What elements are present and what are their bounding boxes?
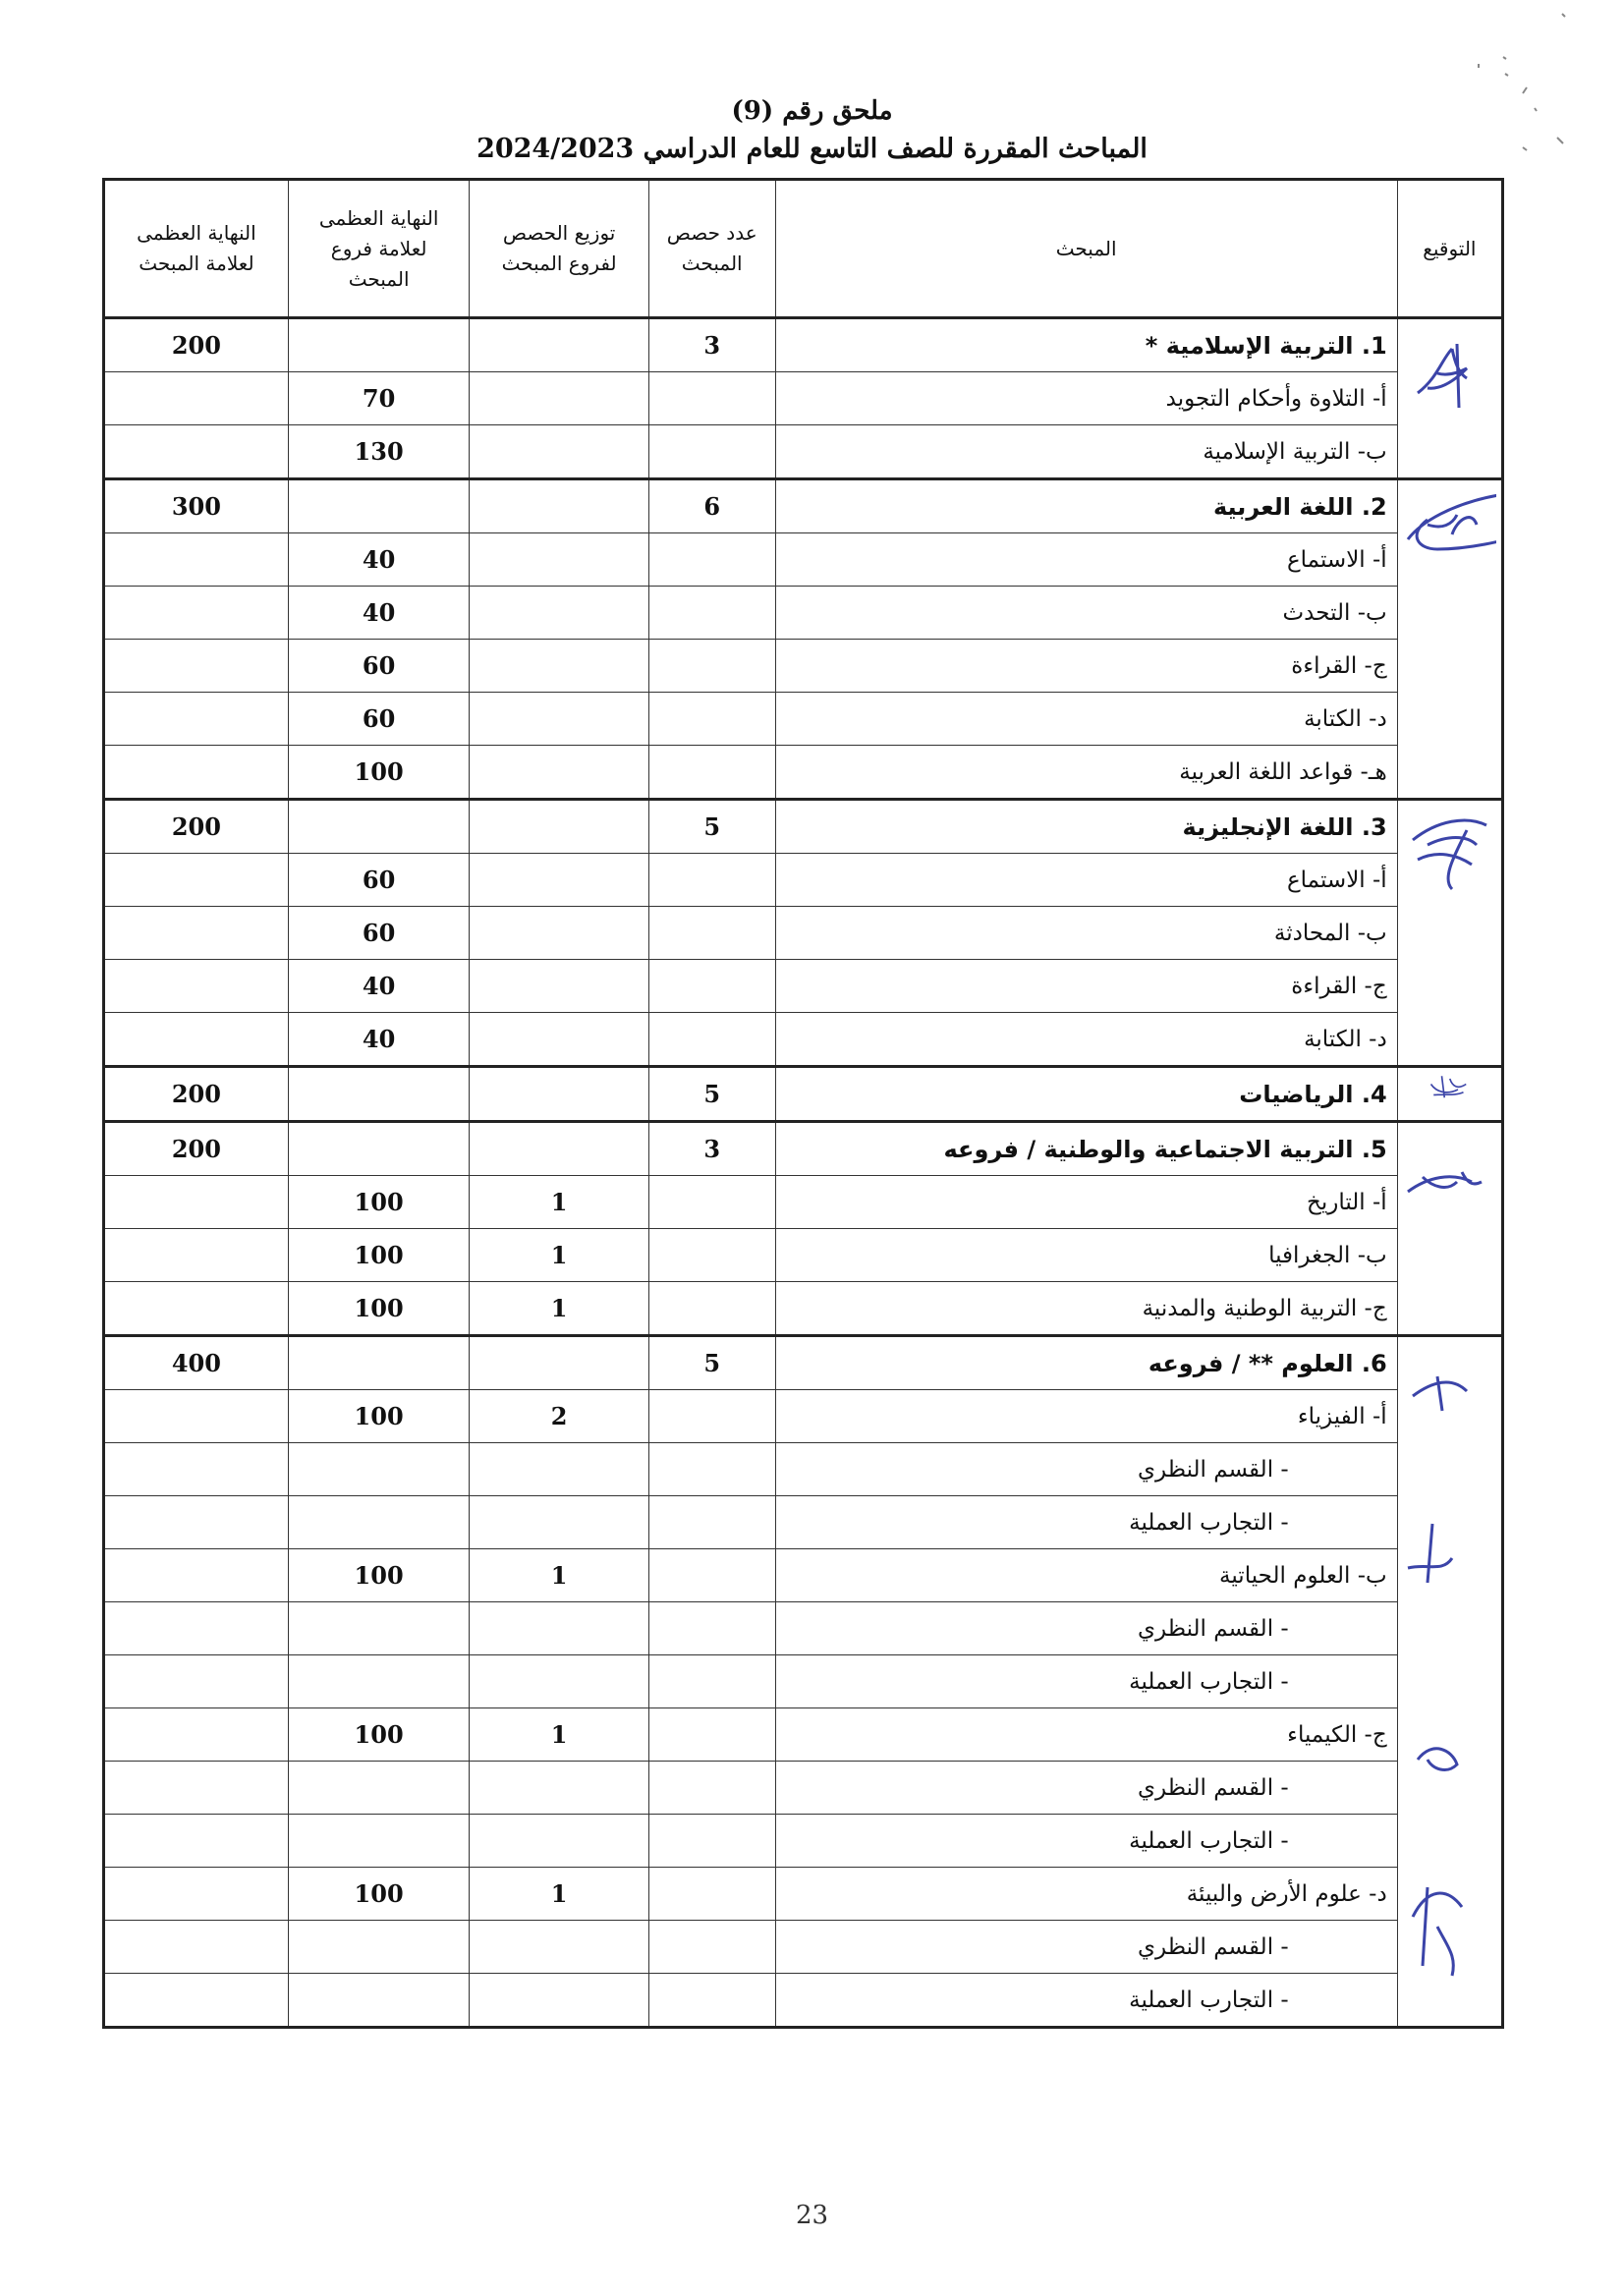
distribution-cell xyxy=(470,1443,648,1496)
branch-max-cell: 100 xyxy=(288,1229,470,1282)
distribution-cell xyxy=(470,960,648,1013)
table-row xyxy=(104,372,1503,425)
distribution-cell xyxy=(470,800,648,854)
table-row xyxy=(104,1496,1503,1549)
periods-cell: 3 xyxy=(648,318,775,372)
branch-max-cell: 100 xyxy=(288,1868,470,1921)
periods-cell xyxy=(648,960,775,1013)
distribution-cell: 2 xyxy=(470,1390,648,1443)
periods-cell xyxy=(648,372,775,425)
header-subject-max: النهاية العظمى لعلامة المبحث xyxy=(104,180,289,318)
subject-max-cell xyxy=(104,693,289,746)
signature-cell xyxy=(1397,1122,1502,1336)
subject-cell: د- الكتابة xyxy=(775,1013,1397,1067)
subject-cell: - التجارب العملية xyxy=(775,1974,1397,2028)
periods-cell xyxy=(648,1921,775,1974)
handwritten-signature xyxy=(1398,1337,1496,2040)
subject-max-cell xyxy=(104,907,289,960)
branch-max-cell: 60 xyxy=(288,693,470,746)
subject-max-cell xyxy=(104,1229,289,1282)
subject-cell: ب- الجغرافيا xyxy=(775,1229,1397,1282)
branch-max-cell: 40 xyxy=(288,1013,470,1067)
table-row xyxy=(104,587,1503,640)
handwritten-signature xyxy=(1398,1123,1496,1339)
document-title: المباحث المقررة للصف التاسع للعام الدراسي 2024/2023 xyxy=(476,134,1148,164)
subject-cell: ج- التربية الوطنية والمدنية xyxy=(775,1282,1397,1336)
branch-max-cell xyxy=(288,1974,470,2028)
subject-cell: - التجارب العملية xyxy=(775,1496,1397,1549)
subject-cell: ب- التحدث xyxy=(775,587,1397,640)
table-row xyxy=(104,1390,1503,1443)
subject-max-cell xyxy=(104,1655,289,1708)
branch-max-cell xyxy=(288,1815,470,1868)
periods-cell xyxy=(648,1815,775,1868)
subject-cell: - التجارب العملية xyxy=(775,1655,1397,1708)
subject-cell: 6. العلوم ** / فروعه xyxy=(775,1336,1397,1390)
subject-cell: هـ- قواعد اللغة العربية xyxy=(775,746,1397,800)
table-row xyxy=(104,1443,1503,1496)
periods-cell xyxy=(648,1013,775,1067)
periods-cell xyxy=(648,1602,775,1655)
distribution-cell xyxy=(470,1122,648,1176)
subject-max-cell xyxy=(104,1013,289,1067)
subject-max-cell xyxy=(104,587,289,640)
table-row xyxy=(104,1067,1503,1122)
distribution-cell: 1 xyxy=(470,1229,648,1282)
table-row xyxy=(104,425,1503,479)
branch-max-cell xyxy=(288,1762,470,1815)
branch-max-cell xyxy=(288,1496,470,1549)
branch-max-cell xyxy=(288,1443,470,1496)
subject-max-cell: 300 xyxy=(104,479,289,533)
branch-max-cell: 70 xyxy=(288,372,470,425)
branch-max-cell xyxy=(288,800,470,854)
periods-cell xyxy=(648,1549,775,1602)
subject-max-cell xyxy=(104,533,289,587)
subject-cell: أ- الاستماع xyxy=(775,854,1397,907)
branch-max-cell xyxy=(288,1655,470,1708)
branch-max-cell xyxy=(288,1067,470,1122)
subject-max-cell xyxy=(104,1390,289,1443)
distribution-cell: 1 xyxy=(470,1176,648,1229)
subject-max-cell xyxy=(104,1974,289,2028)
subject-cell: - القسم النظري xyxy=(775,1443,1397,1496)
distribution-cell xyxy=(470,479,648,533)
table-row xyxy=(104,1868,1503,1921)
branch-max-cell: 130 xyxy=(288,425,470,479)
subject-cell: د- الكتابة xyxy=(775,693,1397,746)
table-row xyxy=(104,640,1503,693)
subject-max-cell xyxy=(104,372,289,425)
header-row xyxy=(104,180,1503,318)
periods-cell xyxy=(648,746,775,800)
subject-max-cell xyxy=(104,960,289,1013)
periods-cell xyxy=(648,1443,775,1496)
table-row xyxy=(104,1176,1503,1229)
branch-max-cell: 100 xyxy=(288,1708,470,1762)
subject-max-cell xyxy=(104,1762,289,1815)
subject-max-cell: 200 xyxy=(104,1122,289,1176)
periods-cell xyxy=(648,1655,775,1708)
subject-cell: ج- القراءة xyxy=(775,960,1397,1013)
table-row xyxy=(104,1229,1503,1282)
distribution-cell xyxy=(470,372,648,425)
periods-cell xyxy=(648,1496,775,1549)
branch-max-cell: 40 xyxy=(288,587,470,640)
subject-cell: - التجارب العملية xyxy=(775,1815,1397,1868)
distribution-cell xyxy=(470,533,648,587)
periods-cell: 6 xyxy=(648,479,775,533)
subject-cell: د- علوم الأرض والبيئة xyxy=(775,1868,1397,1921)
subject-cell: ب- المحادثة xyxy=(775,907,1397,960)
header-signature: التوقيع xyxy=(1397,180,1502,318)
branch-max-cell: 100 xyxy=(288,1390,470,1443)
subject-max-cell xyxy=(104,854,289,907)
subject-max-cell: 200 xyxy=(104,318,289,372)
periods-cell xyxy=(648,907,775,960)
table-row xyxy=(104,693,1503,746)
table-row xyxy=(104,746,1503,800)
periods-cell xyxy=(648,693,775,746)
distribution-cell xyxy=(470,1921,648,1974)
subject-cell: أ- التلاوة وأحكام التجويد xyxy=(775,372,1397,425)
distribution-cell xyxy=(470,1496,648,1549)
subject-max-cell xyxy=(104,746,289,800)
subject-max-cell xyxy=(104,1602,289,1655)
subject-cell: ج- القراءة xyxy=(775,640,1397,693)
table-row xyxy=(104,1815,1503,1868)
subject-cell: أ- التاريخ xyxy=(775,1176,1397,1229)
branch-max-cell: 60 xyxy=(288,907,470,960)
signature-cell xyxy=(1397,1067,1502,1122)
distribution-cell: 1 xyxy=(470,1282,648,1336)
table-row xyxy=(104,1549,1503,1602)
subject-cell: ج- الكيمياء xyxy=(775,1708,1397,1762)
distribution-cell xyxy=(470,1336,648,1390)
distribution-cell: 1 xyxy=(470,1868,648,1921)
table-row xyxy=(104,960,1503,1013)
distribution-cell xyxy=(470,1815,648,1868)
branch-max-cell: 100 xyxy=(288,1176,470,1229)
branch-max-cell: 60 xyxy=(288,854,470,907)
subject-max-cell xyxy=(104,1282,289,1336)
periods-cell xyxy=(648,1708,775,1762)
periods-cell xyxy=(648,1868,775,1921)
table-row xyxy=(104,800,1503,854)
periods-cell xyxy=(648,1229,775,1282)
distribution-cell xyxy=(470,907,648,960)
branch-max-cell xyxy=(288,1602,470,1655)
subject-cell: أ- الاستماع xyxy=(775,533,1397,587)
handwritten-signature xyxy=(1398,319,1496,481)
table-row xyxy=(104,318,1503,372)
header-subject: المبحث xyxy=(775,180,1397,318)
page-number: 23 xyxy=(795,2201,829,2230)
subjects-table xyxy=(102,178,1504,2029)
signature-cell xyxy=(1397,1336,1502,2028)
subject-cell: 5. التربية الاجتماعية والوطنية / فروعه xyxy=(775,1122,1397,1176)
subject-cell: 2. اللغة العربية xyxy=(775,479,1397,533)
periods-cell xyxy=(648,1762,775,1815)
branch-max-cell: 60 xyxy=(288,640,470,693)
distribution-cell xyxy=(470,587,648,640)
periods-cell xyxy=(648,533,775,587)
branch-max-cell: 100 xyxy=(288,1549,470,1602)
subject-max-cell xyxy=(104,1549,289,1602)
subject-max-cell xyxy=(104,1815,289,1868)
table-row xyxy=(104,1336,1503,1390)
handwritten-signature xyxy=(1398,1068,1496,1122)
signature-cell xyxy=(1397,800,1502,1067)
subject-max-cell xyxy=(104,1443,289,1496)
subject-cell: - القسم النظري xyxy=(775,1762,1397,1815)
branch-max-cell: 100 xyxy=(288,1282,470,1336)
signature-cell xyxy=(1397,318,1502,479)
table-row xyxy=(104,1762,1503,1815)
branch-max-cell xyxy=(288,1921,470,1974)
branch-max-cell xyxy=(288,1122,470,1176)
appendix-title: ملحق رقم (9) xyxy=(731,96,893,126)
distribution-cell xyxy=(470,1655,648,1708)
distribution-cell xyxy=(470,425,648,479)
distribution-cell xyxy=(470,1974,648,2028)
table-row xyxy=(104,479,1503,533)
subject-max-cell xyxy=(104,640,289,693)
subject-cell: ب- التربية الإسلامية xyxy=(775,425,1397,479)
table-row xyxy=(104,1602,1503,1655)
header-periods: عدد حصص المبحث xyxy=(648,180,775,318)
subject-max-cell xyxy=(104,1868,289,1921)
handwritten-signature xyxy=(1398,801,1496,1071)
branch-max-cell xyxy=(288,479,470,533)
subject-cell: - القسم النظري xyxy=(775,1921,1397,1974)
branch-max-cell xyxy=(288,1336,470,1390)
distribution-cell xyxy=(470,1013,648,1067)
periods-cell xyxy=(648,425,775,479)
table-row xyxy=(104,854,1503,907)
periods-cell xyxy=(648,640,775,693)
distribution-cell xyxy=(470,318,648,372)
distribution-cell xyxy=(470,746,648,800)
distribution-cell xyxy=(470,854,648,907)
periods-cell xyxy=(648,1176,775,1229)
periods-cell xyxy=(648,587,775,640)
subject-cell: - القسم النظري xyxy=(775,1602,1397,1655)
periods-cell xyxy=(648,854,775,907)
subject-cell: 3. اللغة الإنجليزية xyxy=(775,800,1397,854)
periods-cell xyxy=(648,1390,775,1443)
distribution-cell xyxy=(470,1762,648,1815)
table-row xyxy=(104,1122,1503,1176)
header-distribution: توزيع الحصص لفروع المبحث xyxy=(470,180,648,318)
periods-cell xyxy=(648,1974,775,2028)
periods-cell: 5 xyxy=(648,1067,775,1122)
signature-cell xyxy=(1397,479,1502,800)
subject-max-cell xyxy=(104,425,289,479)
handwritten-signature xyxy=(1398,480,1496,805)
table-row xyxy=(104,1974,1503,2028)
branch-max-cell: 40 xyxy=(288,960,470,1013)
distribution-cell: 1 xyxy=(470,1549,648,1602)
periods-cell: 5 xyxy=(648,800,775,854)
subject-max-cell: 400 xyxy=(104,1336,289,1390)
table-row xyxy=(104,1708,1503,1762)
subject-cell: ب- العلوم الحياتية xyxy=(775,1549,1397,1602)
table-row xyxy=(104,533,1503,587)
subject-max-cell xyxy=(104,1496,289,1549)
subject-max-cell xyxy=(104,1176,289,1229)
distribution-cell xyxy=(470,1067,648,1122)
subject-max-cell xyxy=(104,1921,289,1974)
branch-max-cell: 40 xyxy=(288,533,470,587)
table-row xyxy=(104,1655,1503,1708)
table-row xyxy=(104,907,1503,960)
subject-cell: 1. التربية الإسلامية * xyxy=(775,318,1397,372)
distribution-cell xyxy=(470,640,648,693)
subject-cell: 4. الرياضيات xyxy=(775,1067,1397,1122)
subject-cell: أ- الفيزياء xyxy=(775,1390,1397,1443)
header-branch-max: النهاية العظمى لعلامة فروع المبحث xyxy=(288,180,470,318)
table-row xyxy=(104,1013,1503,1067)
distribution-cell: 1 xyxy=(470,1708,648,1762)
periods-cell xyxy=(648,1282,775,1336)
branch-max-cell: 100 xyxy=(288,746,470,800)
periods-cell: 5 xyxy=(648,1336,775,1390)
distribution-cell xyxy=(470,1602,648,1655)
distribution-cell xyxy=(470,693,648,746)
subject-max-cell xyxy=(104,1708,289,1762)
table-row xyxy=(104,1921,1503,1974)
subject-max-cell: 200 xyxy=(104,1067,289,1122)
table-row xyxy=(104,1282,1503,1336)
periods-cell: 3 xyxy=(648,1122,775,1176)
branch-max-cell xyxy=(288,318,470,372)
subject-max-cell: 200 xyxy=(104,800,289,854)
